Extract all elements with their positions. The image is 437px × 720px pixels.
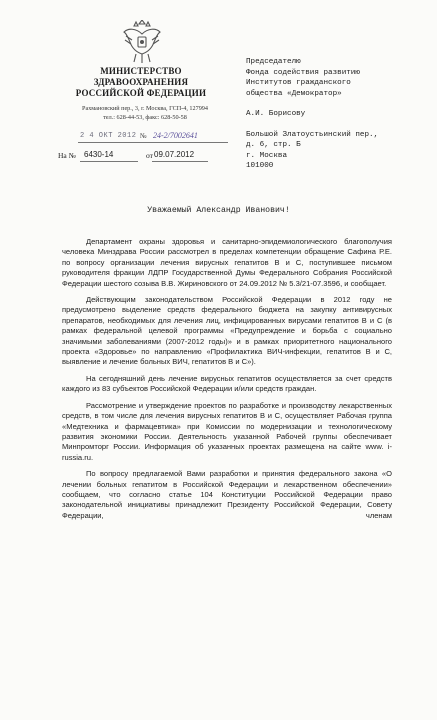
outgoing-stamp xyxy=(58,132,228,144)
reference-date-underline xyxy=(152,161,208,162)
recipient-name: А.И. Борисову xyxy=(246,110,306,118)
reference-number: 6430-14 xyxy=(84,150,114,159)
recipient-address-line: г. Москва xyxy=(246,151,288,160)
ministry-address xyxy=(60,104,230,122)
letter-body xyxy=(62,237,392,527)
ministry-name xyxy=(60,66,222,99)
recipient-address-line: д. 6, стр. Б xyxy=(246,141,301,149)
salutation: Уважаемый Александр Иванович! xyxy=(147,206,290,215)
recipient-organization-line: общества «Демократор» xyxy=(246,89,342,98)
coat-of-arms-emblem xyxy=(122,20,162,64)
reference-line xyxy=(58,151,238,163)
phone-line: тел.: 628-44-53, факс: 628-50-58 xyxy=(103,114,187,121)
ministry-line: МИНИСТЕРСТВО xyxy=(100,66,182,76)
recipient-organization-line: Институтов гражданского xyxy=(246,79,351,87)
recipient-address-line: Большой Златоустьинский пер., xyxy=(246,130,379,139)
ministry-line: ЗДРАВООХРАНЕНИЯ xyxy=(93,77,189,87)
body-paragraph: Действующим законодательством Российской Федерации в 2012 году не предусмотрено выделение средств федерального бюджета на закупку антивирусных препаратов, необходимых для лечения лиц, инфицированных вирусами гепатитов В и С (в рамках федеральной целевой программы «Предупреждение и борьба с социально значимыми заболеваниями (2007-2012 годы)» и в рамках приоритетного национального проекта «Здоровье» по направлению «Профилактика ВИЧ-инфекции, гепатитов В и С, выявление и лечение больных ВИЧ, гепатитов В и С»). xyxy=(62,295,392,367)
reference-label: На № xyxy=(58,151,76,160)
body-paragraph: По вопросу предлагаемой Вами разработки и принятия федерального закона «О лечении больных гепатитом в Российской Федерации и лекарственном обеспечении» сообщаем, что согласно статье 104 Конституции Российской Федерации право законодательной инициативы принадлежит Президенту Российской Федерации, Совету Федерации, членам xyxy=(62,469,392,520)
body-paragraph: На сегодняшний день лечение вирусных гепатитов осуществляется за счет средств каждого из 83 субъектов Российской Федерации и/или средств граждан. xyxy=(62,373,392,394)
stamp-underline xyxy=(78,142,228,143)
address-line: Рахмановский пер., 3, г. Москва, ГСП-4, 127994 xyxy=(82,105,208,112)
body-paragraph: Департамент охраны здоровья и санитарно-эпидемиологического благополучия человека Минздрава России рассмотрел в пределах компетенции обращение Сафина Р.Е. по вопросу организации лечения вирусных гепатитов В и С, поступившее письмом руководителя фракции ЛДПР Государственной Думы Федерального Собрания Российской Федерации шестого созыва В.В. Жириновского от 24.09.2012 № 5.3/21-07.3596, и сообщает. xyxy=(62,237,392,288)
ministry-line: РОССИЙСКОЙ ФЕДЕРАЦИИ xyxy=(75,88,207,98)
recipient-postal-code: 101000 xyxy=(246,162,274,170)
recipient-position: Председателю xyxy=(246,58,301,66)
stamp-number-label: № xyxy=(140,132,147,140)
stamp-number: 24-2/7002641 xyxy=(153,131,198,140)
body-paragraph: Рассмотрение и утверждение проектов по разработке и производству лекарственных средств, в том числе для лечения вирусных гепатитов В и С, осуществляет Рабочая группа «Медтехника и фармацевтика» при Комиссии по модернизации и технологическому развития экономики России. Деятельность указанной Рабочей группы обеспечивает Минпромторг России. Информация об указанных проектах размещена на сайте www. i-russia.ru. xyxy=(62,400,392,462)
stamp-date: 2 4 ОКТ 2012 xyxy=(80,132,137,140)
reference-of-label: от xyxy=(146,151,153,160)
reference-number-underline xyxy=(80,161,138,162)
recipient-block xyxy=(246,57,378,172)
reference-date: 09.07.2012 xyxy=(154,150,195,159)
recipient-organization-line: Фонда содействия развитию xyxy=(246,68,360,77)
